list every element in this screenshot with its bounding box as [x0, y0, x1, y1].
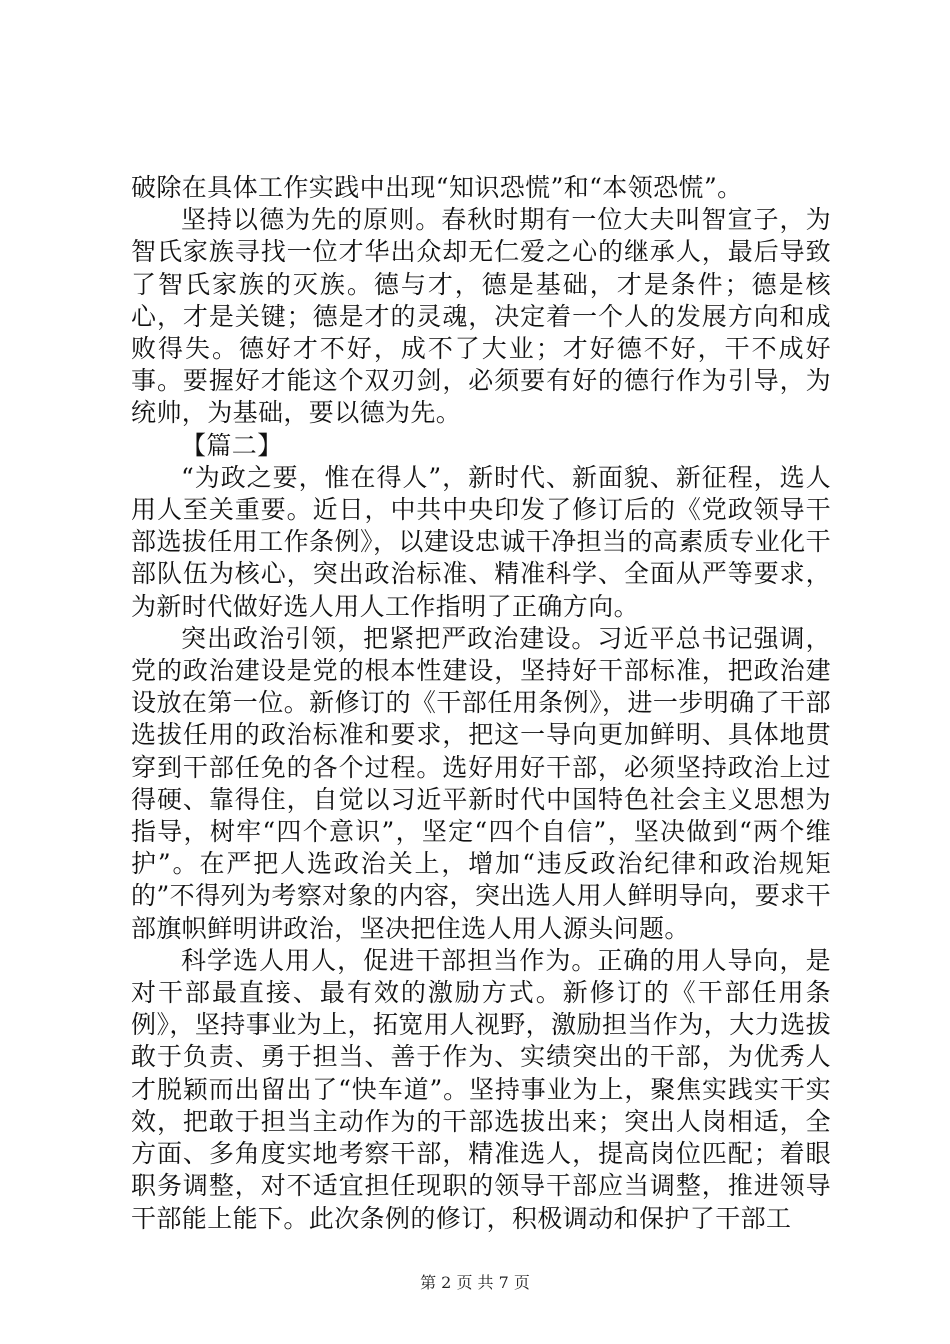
- paragraph-intro: “为政之要，惟在得人”，新时代、新面貌、新征程，选人用人至关重要。近日，中共中央印发了修订后的《党政领导干部选拔任用工作条例》，以建设忠诚干净担当的高素质专业化干部队伍为核心，突出政治标准、精准科学、全面从严等要求，为新时代做好选人用人工作指明了正确方向。: [131, 462, 831, 621]
- paragraph-political-leadership: 突出政治引领，把紧把严政治建设。习近平总书记强调，党的政治建设是党的根本性建设，坚持好干部标准，把政治建设放在第一位。新修订的《干部任用条例》，进一步明确了干部选拔任用的政治标准和要求，把这一导向更加鲜明、具体地贯穿到干部任免的各个过程。选好用好干部，必须坚持政治上过得硬、靠得住，自觉以习近平新时代中国特色社会主义思想为指导，树牢“四个意识”，坚定“四个自信”，坚决做到“两个维护”。在严把人选政治关上，增加“违反政治纪律和政治规矩的”不得列为考察对象的内容，突出选人用人鲜明导向，要求干部旗帜鲜明讲政治，坚决把住选人用人源头问题。: [131, 623, 831, 943]
- paragraph-scientific-selection: 科学选人用人，促进干部担当作为。正确的用人导向，是对干部最直接、最有效的激励方式。新修订的《干部任用条例》，坚持事业为上，拓宽用人视野，激励担当作为，大力选拔敢于负责、勇于担当、善于作为、实绩突出的干部，为优秀人才脱颖而出留出了“快车道”。坚持事业为上，聚焦实践实干实效，把敢于担当主动作为的干部选拔出来；突出人岗相适，全方面、多角度实地考察干部，精准选人，提高岗位匹配；着眼职务调整，对不适宜担任现职的领导干部应当调整，推进领导干部能上能下。此次条例的修订，积极调动和保护了干部工: [131, 945, 831, 1233]
- paragraph-virtue-first: 坚持以德为先的原则。春秋时期有一位大夫叫智宣子，为智氏家族寻找一位才华出众却无仁爱之心的继承人，最后导致了智氏家族的灭族。德与才，德是基础，才是条件；德是核心，才是关键；德是才的灵魂，决定着一个人的发展方向和成败得失。德好才不好，成不了大业；才好德不好，干不成好事。要握好才能这个双刃剑，必须要有好的德行作为引导，为统帅，为基础，要以德为先。: [131, 205, 831, 428]
- paragraph-continuation: 破除在具体工作实践中出现“知识恐慌”和“本领恐慌”。: [131, 173, 743, 202]
- page-footer: 第 2 页 共 7 页: [420, 1273, 530, 1292]
- section-heading: 【篇二】: [181, 430, 283, 460]
- document-body: [131, 172, 831, 1235]
